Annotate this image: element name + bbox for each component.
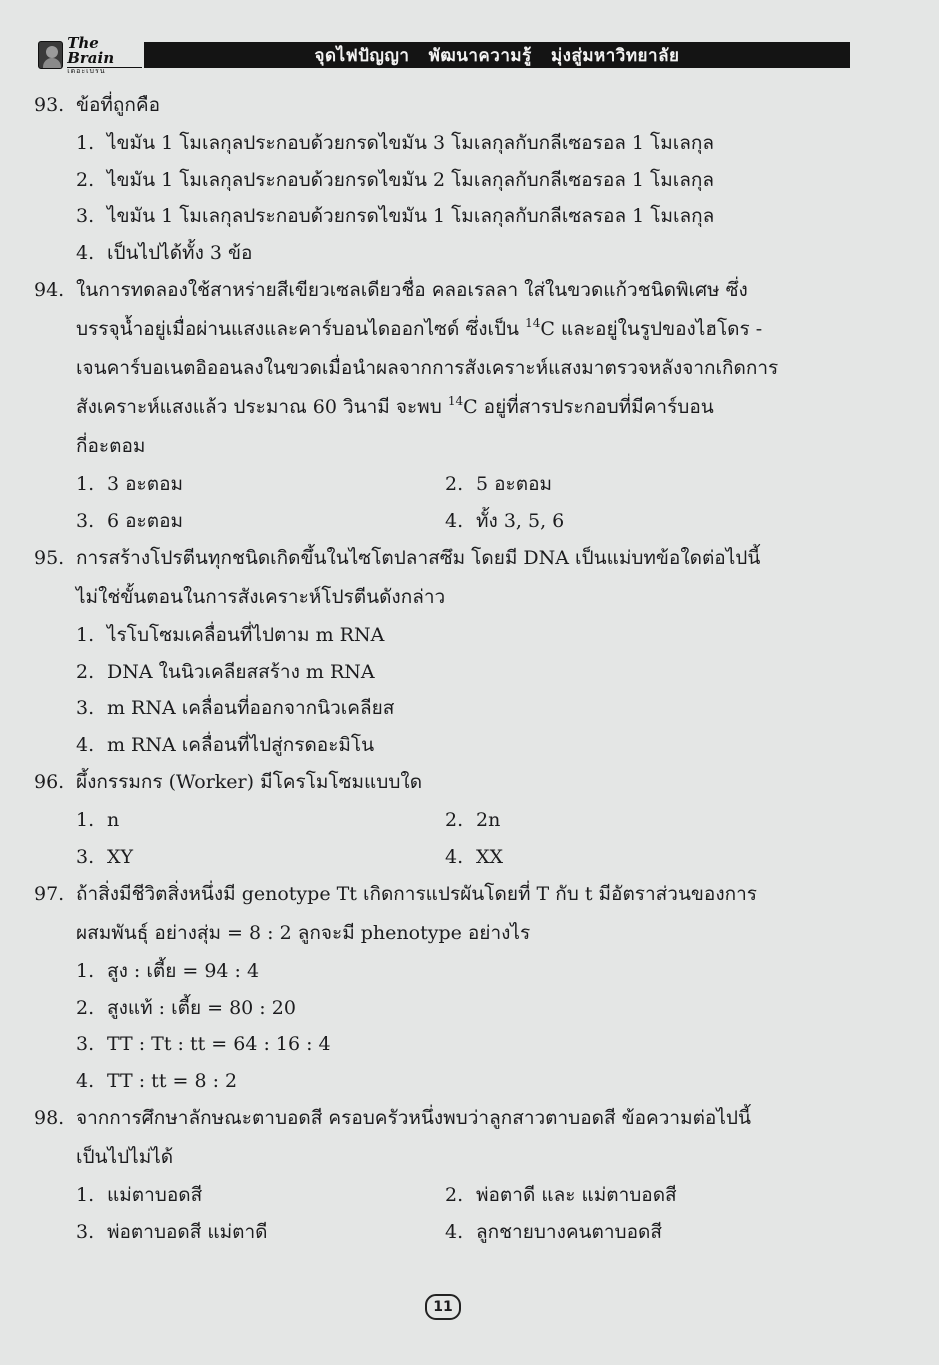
isotope-superscript: 14 xyxy=(447,394,464,408)
question-line: เจนคาร์บอเนตอิออนลงในขวดเมื่อนำผลจากการสังเคราะห์แสงมาตรวจหลังจากเกิดการ xyxy=(76,357,779,379)
option xyxy=(445,466,825,503)
option-number: 1. xyxy=(76,1184,95,1206)
text-segment: C อยู่ที่สารประกอบที่มีคาร์บอน xyxy=(463,396,714,418)
options-95 xyxy=(76,617,834,763)
header-banner: จุดไฟปัญญา พัฒนาความรู้ มุ่งสู่มหาวิทยาลัย xyxy=(144,42,850,68)
option-number: 3. xyxy=(76,205,95,227)
option xyxy=(76,235,834,272)
option-number: 3. xyxy=(76,509,95,532)
option-number: 2. xyxy=(76,168,95,191)
question-text xyxy=(76,1099,834,1177)
option xyxy=(445,1177,825,1214)
options-94 xyxy=(76,466,834,539)
option-text: ลูกชายบางคนตาบอดสี xyxy=(476,1220,662,1243)
question-number: 94. xyxy=(34,279,65,301)
question-98 xyxy=(34,1099,834,1177)
option xyxy=(76,503,445,540)
option xyxy=(445,839,825,876)
option-number: 1. xyxy=(76,473,95,495)
option-text: 5 อะตอม xyxy=(476,473,553,495)
option xyxy=(76,198,834,235)
option-number: 4. xyxy=(76,1069,95,1092)
question-line xyxy=(76,310,834,349)
option xyxy=(76,617,834,654)
option-text: พ่อตาบอดสี แม่ตาดี xyxy=(107,1220,268,1243)
option-number: 3. xyxy=(76,845,95,868)
option-number: 1. xyxy=(76,809,95,831)
question-list xyxy=(34,86,834,1250)
question-line: ถ้าสิ่งมีชีวิตสิ่งหนึ่งมี genotype Tt เกิดการแปรผันโดยที่ T กับ t มีอัตราส่วนของการ xyxy=(76,883,757,905)
question-number: 98. xyxy=(34,1107,65,1129)
option-number: 4. xyxy=(445,509,464,532)
text-segment: บรรจุน้ำอยู่เมื่อผ่านแสงและคาร์บอนไดออกไซด์ ซึ่งเป็น xyxy=(76,318,526,340)
question-line: ไม่ใช่ขั้นตอนในการสังเคราะห์โปรตีนดังกล่าว xyxy=(76,586,446,608)
question-line: การสร้างโปรตีนทุกชนิดเกิดขึ้นในไซโตปลาสซึม โดยมี DNA เป็นแม่บทข้อใดต่อไปนี้ xyxy=(76,547,761,569)
option-number: 4. xyxy=(445,1220,464,1243)
option xyxy=(76,1026,834,1063)
option-number: 3. xyxy=(76,1033,95,1055)
option-number: 3. xyxy=(76,697,95,719)
option-text: ไขมัน 1 โมเลกุลประกอบด้วยกรดไขมัน 3 โมเลกุลกับกลีเซอรอล 1 โมเลกุล xyxy=(107,132,715,154)
logo-portrait-icon xyxy=(38,41,63,69)
option xyxy=(76,466,445,503)
option xyxy=(445,1214,825,1251)
option-text: พ่อตาดี และ แม่ตาบอดสี xyxy=(476,1184,677,1206)
option-text: m RNA เคลื่อนที่ไปสู่กรดอะมิโน xyxy=(107,733,375,756)
option-number: 1. xyxy=(76,132,95,154)
option xyxy=(76,162,834,199)
option-text: ทั้ง 3, 5, 6 xyxy=(476,509,565,532)
question-96 xyxy=(34,763,834,802)
option-text: เป็นไปได้ทั้ง 3 ข้อ xyxy=(107,241,253,264)
question-number: 95. xyxy=(34,547,65,569)
option-text: ไขมัน 1 โมเลกุลประกอบด้วยกรดไขมัน 2 โมเลกุลกับกลีเซอรอล 1 โมเลกุล xyxy=(107,168,715,191)
option-text: XX xyxy=(476,845,504,868)
options-97 xyxy=(76,953,834,1099)
option xyxy=(76,1063,834,1100)
question-number: 97. xyxy=(34,883,65,905)
option-number: 4. xyxy=(445,845,464,868)
question-97 xyxy=(34,875,834,953)
question-text: ข้อที่ถูกคือ xyxy=(76,94,161,116)
question-number: 93. xyxy=(34,94,65,116)
question-line: ผสมพันธุ์ อย่างสุ่ม = 8 : 2 ลูกจะมี phenotype อย่างไร xyxy=(76,922,531,944)
option-number: 2. xyxy=(445,809,464,831)
text-segment: สังเคราะห์แสงแล้ว ประมาณ 60 วินามี จะพบ xyxy=(76,396,448,418)
option-number: 3. xyxy=(76,1220,95,1243)
option-text: m RNA เคลื่อนที่ออกจากนิวเคลียส xyxy=(107,697,395,719)
question-94 xyxy=(34,271,834,466)
option xyxy=(76,727,834,764)
option-number: 2. xyxy=(445,473,464,495)
page-header xyxy=(38,33,850,75)
text-segment: C และอยู่ในรูปของไฮโดร - xyxy=(540,318,763,340)
option-number: 4. xyxy=(76,733,95,756)
options-96 xyxy=(76,802,834,875)
option-text: ไรโบโซมเคลื่อนที่ไปตาม m RNA xyxy=(107,624,385,646)
option-text: 6 อะตอม xyxy=(107,509,184,532)
question-95 xyxy=(34,539,834,617)
option-text: ไขมัน 1 โมเลกุลประกอบด้วยกรดไขมัน 1 โมเลกุลกับกลีเซลรอล 1 โมเลกุล xyxy=(107,205,715,227)
option xyxy=(76,990,834,1027)
option xyxy=(76,125,834,162)
options-98 xyxy=(76,1177,834,1250)
option xyxy=(76,953,834,990)
option xyxy=(76,654,834,691)
option xyxy=(76,1214,445,1251)
option xyxy=(445,503,825,540)
question-93 xyxy=(34,86,834,125)
question-line: กี่อะตอม xyxy=(76,435,146,457)
question-number: 96. xyxy=(34,771,65,793)
option-number: 2. xyxy=(76,660,95,683)
option-text: DNA ในนิวเคลียสสร้าง m RNA xyxy=(107,660,375,683)
option xyxy=(445,802,825,839)
option-text: 2n xyxy=(476,809,501,831)
option xyxy=(76,802,445,839)
question-text xyxy=(76,271,834,466)
brand-logo xyxy=(38,33,142,75)
question-line: จากการศึกษาลักษณะตาบอดสี ครอบครัวหนึ่งพบว่าลูกสาวตาบอดสี ข้อความต่อไปนี้ xyxy=(76,1107,751,1129)
option-number: 1. xyxy=(76,624,95,646)
page-number: 11 xyxy=(425,1294,461,1320)
option-text: สูงแท้ : เตี้ย = 80 : 20 xyxy=(107,996,296,1019)
question-line: เป็นไปไม่ได้ xyxy=(76,1146,174,1168)
option-text: XY xyxy=(107,845,134,868)
option-text: แม่ตาบอดสี xyxy=(107,1184,203,1206)
option-text: TT : tt = 8 : 2 xyxy=(107,1069,238,1092)
question-text xyxy=(76,875,834,953)
logo-main-text: The Brain xyxy=(67,33,115,67)
option-number: 4. xyxy=(76,241,95,264)
option-text: สูง : เตี้ย = 94 : 4 xyxy=(107,960,260,982)
question-text: ผึ้งกรรมกร (Worker) มีโครโมโซมแบบใด xyxy=(76,771,423,793)
option xyxy=(76,690,834,727)
option xyxy=(76,1177,445,1214)
isotope-superscript: 14 xyxy=(525,316,541,330)
logo-sub-text: เดอะเบรน xyxy=(67,67,142,75)
question-line xyxy=(76,388,834,427)
option-text: n xyxy=(107,809,120,831)
option xyxy=(76,839,445,876)
option-number: 1. xyxy=(76,960,95,982)
question-line: ในการทดลองใช้สาหร่ายสีเขียวเซลเดียวชื่อ คลอเรลลา ใส่ในขวดแก้วชนิดพิเศษ ซึ่ง xyxy=(76,279,748,301)
option-text: 3 อะตอม xyxy=(107,473,184,495)
option-number: 2. xyxy=(445,1184,464,1206)
question-text xyxy=(76,539,834,617)
option-text: TT : Tt : tt = 64 : 16 : 4 xyxy=(107,1033,331,1055)
option-number: 2. xyxy=(76,996,95,1019)
options-93 xyxy=(76,125,834,271)
